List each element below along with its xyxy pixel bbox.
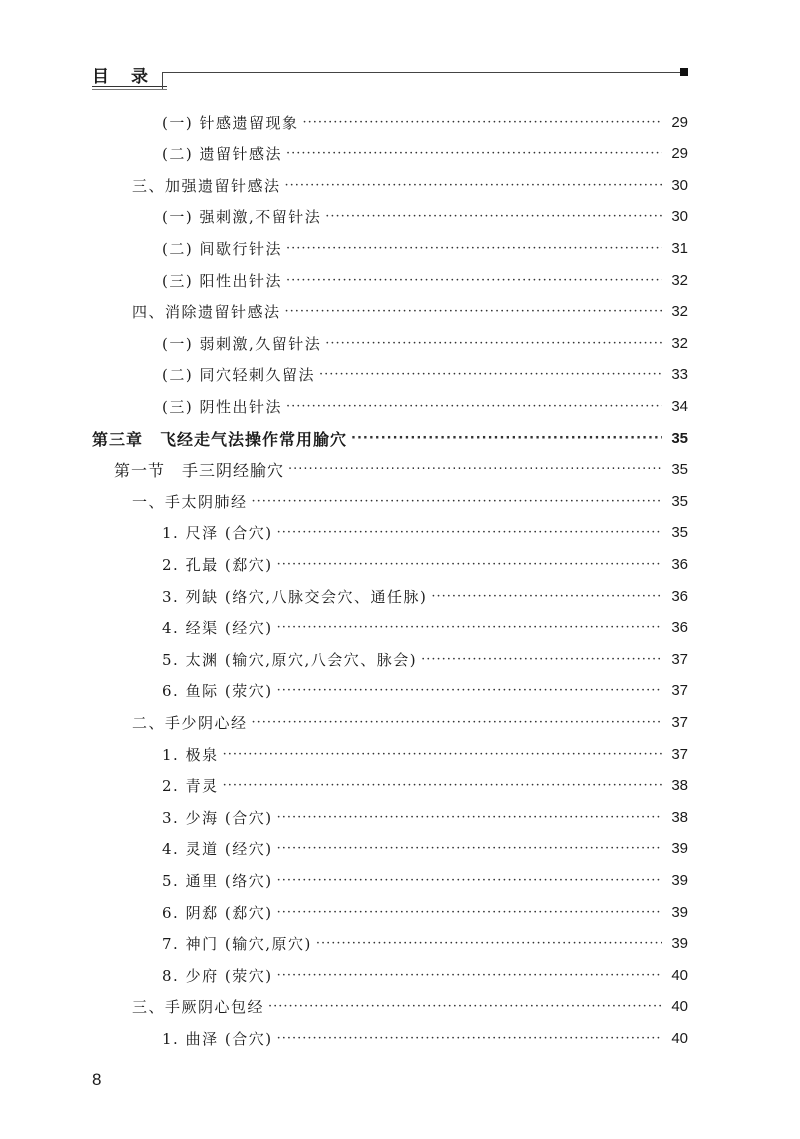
toc-entry-title: 2. 青灵 (162, 777, 219, 796)
toc-leader-dots (277, 810, 662, 825)
toc-leader-dots (286, 273, 662, 288)
toc-entry-title: (二) 同穴轻刺久留法 (162, 366, 315, 385)
toc-entry-title: 6. 鱼际 (荥穴) (162, 682, 273, 701)
toc-entry[interactable] (162, 390, 688, 422)
toc-entry[interactable] (162, 264, 688, 296)
toc-entry-page: 40 (671, 966, 688, 984)
toc-entry-page: 39 (671, 903, 688, 921)
header-title: 目录 (92, 67, 170, 87)
toc-entry-title: (一) 强刺激,不留针法 (162, 208, 322, 227)
toc-entry[interactable] (162, 327, 688, 359)
toc-entry-page: 31 (671, 239, 688, 257)
toc-entry[interactable] (162, 770, 688, 802)
toc-entry-title: 1. 曲泽 (合穴) (162, 1029, 273, 1048)
toc-entry-page: 30 (671, 208, 688, 226)
toc-entry[interactable] (162, 738, 688, 770)
toc-leader-dots (302, 115, 662, 130)
toc-leader-dots (268, 999, 662, 1014)
toc-entry-title: (一) 弱刺激,久留针法 (162, 334, 322, 353)
toc-entry-title: (二) 遗留针感法 (162, 145, 282, 164)
page-header (92, 62, 690, 90)
toc-leader-dots (316, 936, 662, 951)
toc-entry[interactable] (132, 296, 688, 328)
toc-leader-dots (277, 683, 662, 698)
toc-entry-page: 32 (671, 334, 688, 352)
toc-entry-title: 第三章 飞经走气法操作常用腧穴 (92, 429, 348, 449)
toc-entry[interactable] (162, 580, 688, 612)
toc-leader-dots (286, 241, 662, 256)
toc-entry-title: 3. 少海 (合穴) (162, 808, 273, 827)
toc-entry[interactable] (162, 643, 688, 675)
toc-entry-title: 二、手少阴心经 (132, 713, 248, 732)
toc-entry-title: 第一节 手三阴经腧穴 (114, 461, 285, 481)
toc-entry-title: 一、手太阴肺经 (132, 492, 248, 511)
toc-entry-title: 5. 通里 (络穴) (162, 871, 273, 890)
toc-leader-dots (277, 557, 662, 572)
toc-entry[interactable] (162, 833, 688, 865)
toc-leader-dots (252, 494, 662, 509)
toc-entry[interactable] (162, 232, 688, 264)
toc-leader-dots (286, 399, 662, 414)
toc-leader-dots (277, 620, 662, 635)
toc-entry[interactable] (162, 864, 688, 896)
toc-entry[interactable] (162, 928, 688, 960)
toc-entry[interactable] (162, 612, 688, 644)
toc-leader-dots (285, 178, 662, 193)
toc-leader-dots (351, 431, 662, 446)
toc-entry-page: 34 (671, 397, 688, 415)
header-underline-thin (92, 89, 167, 90)
toc-entry-title: (三) 阴性出针法 (162, 397, 282, 416)
toc-entry-title: 5. 太渊 (输穴,原穴,八会穴、脉会) (162, 650, 418, 669)
toc-leader-dots (277, 905, 662, 920)
toc-leader-dots (223, 747, 662, 762)
toc-leader-dots (277, 841, 662, 856)
toc-entry[interactable] (132, 485, 688, 517)
header-underline (92, 86, 167, 87)
toc-entry-title: 7. 神门 (输穴,原穴) (162, 935, 312, 954)
toc-leader-dots (277, 968, 662, 983)
toc-entry[interactable] (162, 959, 688, 991)
toc-entry-page: 37 (671, 713, 688, 731)
toc-leader-dots (286, 146, 662, 161)
toc-leader-dots (277, 525, 662, 540)
toc-leader-dots (277, 1031, 662, 1046)
toc-entry-page: 36 (671, 587, 688, 605)
toc-entry-page: 40 (671, 1029, 688, 1047)
toc-leader-dots (285, 304, 662, 319)
toc-entry-title: 三、手厥阴心包经 (132, 998, 265, 1017)
toc-entry[interactable] (162, 201, 688, 233)
toc-entry[interactable] (132, 991, 688, 1023)
toc-leader-dots (421, 652, 662, 667)
toc-entry[interactable] (92, 422, 688, 454)
toc-entry-page: 37 (671, 682, 688, 700)
toc-entry-page: 37 (671, 745, 688, 763)
toc-entry-title: 4. 灵道 (经穴) (162, 840, 273, 859)
toc-entry-title: 1. 极泉 (162, 745, 219, 764)
toc-entry-page: 32 (671, 303, 688, 321)
toc-leader-dots (277, 873, 662, 888)
toc-entry-page: 29 (671, 145, 688, 163)
toc-entry[interactable] (162, 106, 688, 138)
toc-entry-page: 32 (671, 271, 688, 289)
header-rule (168, 72, 680, 73)
toc-entry[interactable] (114, 454, 688, 486)
toc-entry[interactable] (162, 548, 688, 580)
toc-entry[interactable] (132, 169, 688, 201)
toc-entry-title: 6. 阴郄 (郄穴) (162, 903, 273, 922)
toc-entry-title: 1. 尺泽 (合穴) (162, 524, 273, 543)
toc-entry-page: 29 (671, 113, 688, 131)
toc-entry-page: 35 (671, 429, 688, 447)
toc-entry-page: 39 (671, 935, 688, 953)
toc-entry-page: 38 (671, 808, 688, 826)
toc-entry-title: 2. 孔最 (郄穴) (162, 555, 273, 574)
toc-entry-page: 30 (671, 176, 688, 194)
toc-leader-dots (252, 715, 662, 730)
toc-leader-dots (431, 589, 662, 604)
toc-entry-page: 40 (671, 998, 688, 1016)
toc-entry[interactable] (162, 359, 688, 391)
toc-entry-page: 39 (671, 871, 688, 889)
toc-entry-page: 39 (671, 840, 688, 858)
header-square-marker (680, 68, 688, 76)
toc-entry-title: 3. 列缺 (络穴,八脉交会穴、通任脉) (162, 587, 428, 606)
toc-entry-title: 4. 经渠 (经穴) (162, 619, 273, 638)
toc-leader-dots (288, 462, 662, 477)
toc-entry-page: 33 (671, 366, 688, 384)
toc-entry[interactable] (162, 896, 688, 928)
toc-leader-dots (223, 778, 662, 793)
toc-entry[interactable] (162, 138, 688, 170)
toc-entry[interactable] (162, 675, 688, 707)
toc-entry-title: 四、消除遗留针感法 (132, 303, 281, 322)
toc-entry-title: (二) 间歇行针法 (162, 239, 282, 258)
toc-entry-page: 38 (671, 777, 688, 795)
toc-entry-title: (三) 阳性出针法 (162, 271, 282, 290)
toc-entry-page: 35 (671, 492, 688, 510)
toc-leader-dots (325, 209, 662, 224)
toc-entry-title: 8. 少府 (荥穴) (162, 966, 273, 985)
toc-leader-dots (319, 367, 662, 382)
toc-entry-page: 35 (671, 461, 688, 479)
toc-entry[interactable] (132, 706, 688, 738)
toc-entry[interactable] (162, 801, 688, 833)
toc-leader-dots (325, 336, 662, 351)
toc-entry-page: 35 (671, 524, 688, 542)
toc-entry-title: 三、加强遗留针感法 (132, 176, 281, 195)
toc-entry-page: 36 (671, 619, 688, 637)
toc-entry[interactable] (162, 1022, 688, 1054)
header-bracket (162, 72, 177, 89)
page-number: 8 (92, 1070, 102, 1089)
toc-entry-page: 37 (671, 650, 688, 668)
toc-entry-page: 36 (671, 555, 688, 573)
toc-entry-title: (一) 针感遗留现象 (162, 113, 299, 132)
toc-entry[interactable] (162, 517, 688, 549)
